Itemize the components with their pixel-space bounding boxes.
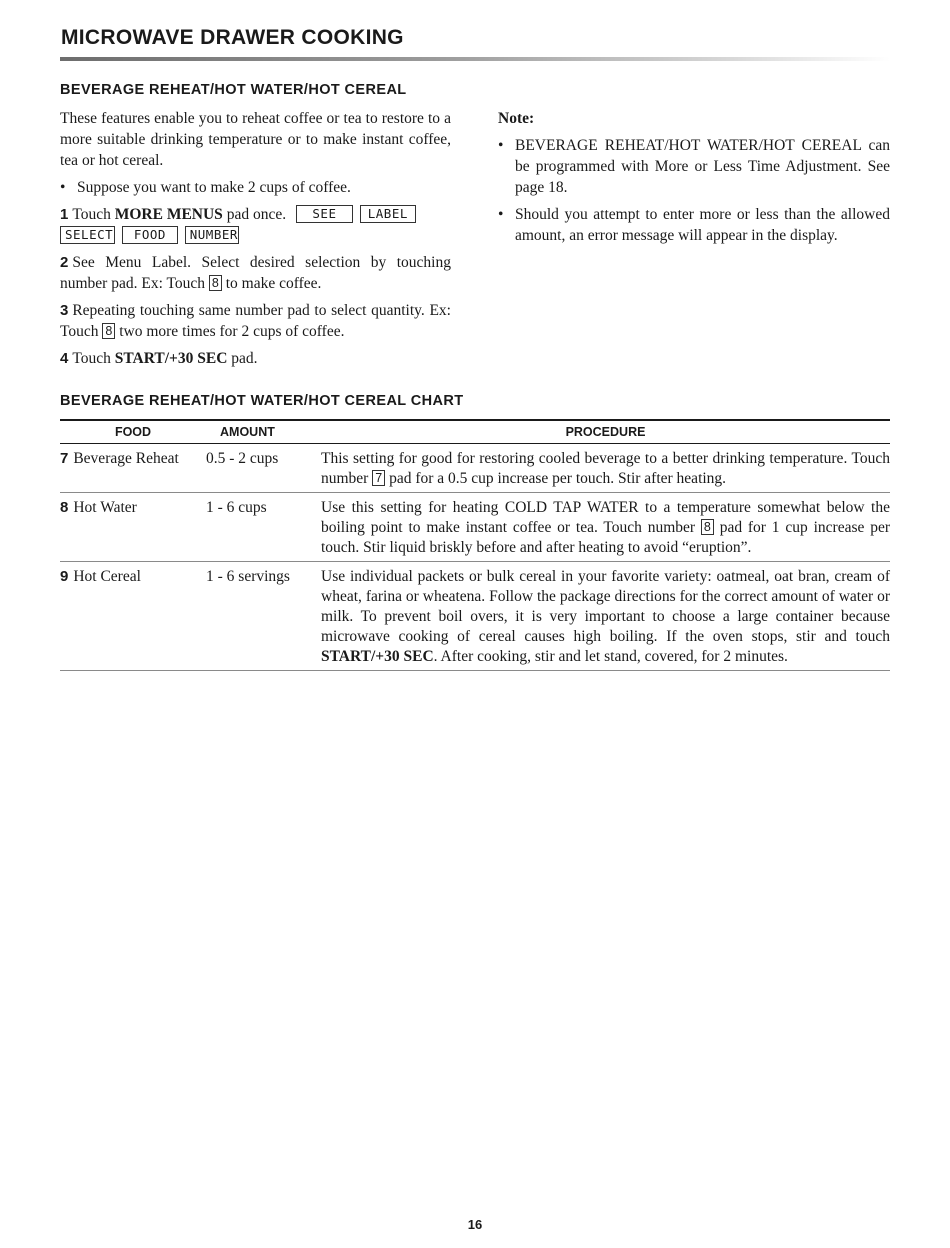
note-item	[498, 135, 890, 198]
bullet-dot: •	[60, 179, 66, 196]
step-number: 1	[60, 206, 69, 223]
number-pad-8-key: 8	[102, 323, 115, 339]
chart-heading: BEVERAGE REHEAT/HOT WATER/HOT CEREAL CHART	[60, 393, 464, 409]
procedure-cell	[321, 493, 890, 562]
procedure-cell	[321, 562, 890, 671]
step-number: 2	[60, 254, 69, 271]
display-word-label: LABEL	[360, 205, 416, 223]
start-pad-label: START/+30 SEC	[114, 350, 228, 367]
step-text-post: two more times for 2 cups of coffee.	[115, 323, 345, 340]
step-text-pre: Repeating touching same number pad to select quantity. Ex: Touch	[60, 302, 451, 340]
food-number: 8	[60, 499, 69, 516]
start-pad-label: START/+30 SEC	[321, 648, 434, 665]
note-column	[498, 108, 890, 252]
procedure-text-pre: Use individual packets or bulk cereal in your favorite variety: oatmeal, oat bran, cream of wheat, farina or wheatena. Follow the package directions for the correct amount of water or milk. To prevent boil overs, it is very important to choose a large container because microwave cooking of cereal causes high boiling. If the oven stops, stir and touch	[321, 568, 890, 645]
number-pad-8-key: 8	[209, 275, 222, 291]
food-cell	[60, 444, 206, 493]
example-bullet	[60, 177, 451, 198]
number-pad-8-key: 8	[701, 519, 714, 535]
table-row	[60, 444, 890, 493]
step-text-post: pad once.	[222, 206, 287, 223]
step-text-pre: Touch	[72, 206, 115, 223]
note-item-text: Should you attempt to enter more or less than the allowed amount, an error message will appear in the display.	[515, 206, 890, 244]
table-row	[60, 562, 890, 671]
bullet-text: Suppose you want to make 2 cups of coffee.	[77, 179, 351, 196]
title-rule	[60, 57, 890, 61]
display-word-number: NUMBER	[185, 226, 239, 244]
page-number: 16	[467, 1217, 483, 1232]
step-text-post: pad.	[227, 350, 258, 367]
food-name: Hot Cereal	[73, 568, 141, 585]
note-heading: Note:	[498, 110, 535, 127]
number-pad-7-key: 7	[372, 470, 385, 486]
procedure-text-post: pad for 1 cup increase per touch. Stir liquid briskly before and after heating to avoid “eruption”.	[321, 519, 890, 556]
procedure-cell	[321, 444, 890, 493]
intro-paragraph: These features enable you to reheat coffee or tea to restore to a more suitable drinking temperature or to make instant coffee, tea or hot cereal.	[60, 110, 451, 169]
amount-cell: 1 - 6 servings	[206, 562, 321, 671]
table-header-row	[60, 420, 890, 444]
section-heading: BEVERAGE REHEAT/HOT WATER/HOT CEREAL	[60, 82, 407, 98]
food-number: 7	[60, 450, 69, 467]
step-2	[60, 252, 451, 294]
display-word-select: SELECT	[60, 226, 115, 244]
step-text-pre: See Menu Label. Select desired selection by touching number pad. Ex: Touch	[60, 254, 451, 292]
amount-cell: 1 - 6 cups	[206, 493, 321, 562]
food-cell	[60, 562, 206, 671]
note-item-text: BEVERAGE REHEAT/HOT WATER/HOT CEREAL can be programmed with More or Less Time Adjustment. See page 18.	[515, 137, 890, 196]
step-number: 4	[60, 350, 69, 367]
food-name: Hot Water	[73, 499, 137, 516]
display-word-food: FOOD	[122, 226, 178, 244]
step-text-post: to make coffee.	[221, 275, 322, 292]
amount-cell: 0.5 - 2 cups	[206, 444, 321, 493]
display-word-see: SEE	[296, 205, 353, 223]
step-1	[60, 204, 451, 246]
instructions-column	[60, 108, 451, 375]
column-header-amount: AMOUNT	[206, 420, 321, 444]
cooking-chart-table	[60, 419, 890, 671]
more-menus-pad-label: MORE MENUS	[114, 206, 223, 223]
food-name: Beverage Reheat	[73, 450, 179, 467]
procedure-text-pre: Use this setting for heating COLD TAP WATER to a temperature somewhat below the boiling point to make instant coffee or tea. Touch number	[321, 499, 890, 536]
step-number: 3	[60, 302, 69, 319]
food-cell	[60, 493, 206, 562]
procedure-text-post: pad for a 0.5 cup increase per touch. Stir after heating.	[385, 470, 727, 487]
procedure-text-post: . After cooking, stir and let stand, covered, for 2 minutes.	[433, 648, 788, 665]
step-3	[60, 300, 451, 342]
table-row	[60, 493, 890, 562]
page-title: MICROWAVE DRAWER COOKING	[61, 26, 404, 49]
bullet-dot: •	[498, 206, 504, 223]
step-text-pre: Touch	[72, 350, 115, 367]
food-number: 9	[60, 568, 69, 585]
step-4	[60, 348, 451, 369]
column-header-food: FOOD	[60, 420, 206, 444]
procedure-text-pre: This setting for good for restoring cooled beverage to a better drinking temperature. Touch number	[321, 450, 890, 487]
column-header-procedure: PROCEDURE	[321, 420, 890, 444]
note-item	[498, 204, 890, 246]
bullet-dot: •	[498, 137, 504, 154]
